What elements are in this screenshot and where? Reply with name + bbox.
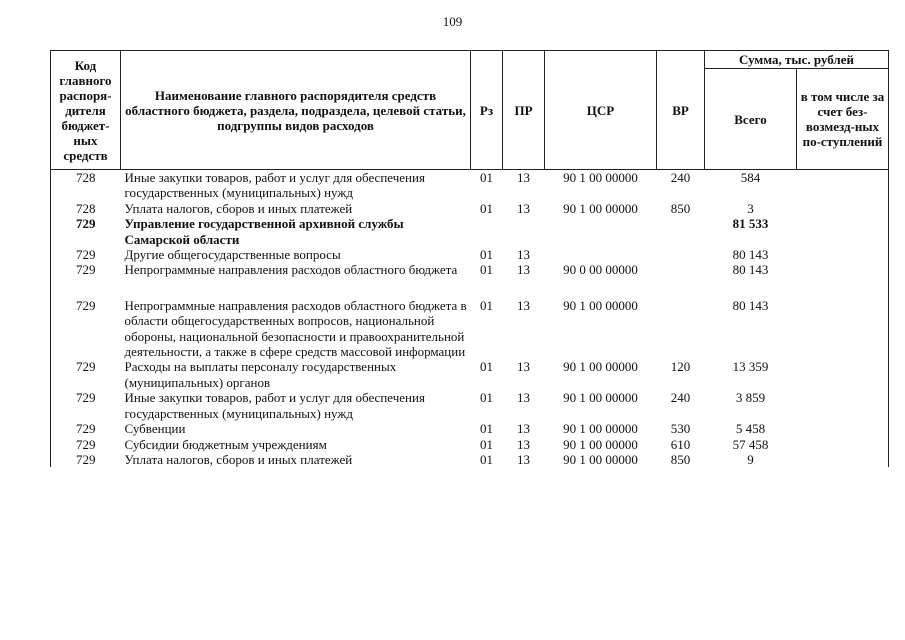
cell-rz: 01: [480, 200, 493, 216]
cell-gratuitous: [797, 452, 889, 467]
budget-table: [50, 50, 889, 467]
cell-rz: 01: [480, 247, 493, 263]
cell-name: Другие общегосударственные вопросы: [124, 247, 341, 263]
cell-pr: 13: [517, 200, 530, 216]
cell-vr: [657, 216, 705, 247]
cell-total: 584: [740, 170, 761, 185]
cell-name: Субсидии бюджетным учреждениям: [124, 436, 327, 452]
cell-name: Управление государственной архивной службы Самарской области: [124, 216, 404, 247]
header-vr: ВР: [657, 51, 705, 170]
cell-csr: 90 1 00 00000: [563, 297, 638, 313]
page-number: 109: [442, 14, 463, 29]
cell-gratuitous: [797, 247, 889, 262]
cell-gratuitous: [797, 278, 889, 360]
cell-pr: 13: [517, 359, 530, 375]
cell-code: 729: [51, 421, 121, 436]
cell-csr: 90 1 00 00000: [563, 451, 638, 467]
table-row: [51, 216, 889, 247]
table-row: [51, 421, 889, 436]
cell-gratuitous: [797, 437, 889, 452]
header-total: Всего: [705, 69, 797, 170]
cell-rz: 01: [480, 170, 493, 185]
cell-pr: 13: [517, 390, 530, 406]
cell-rz: [471, 216, 503, 247]
cell-gratuitous: [797, 359, 889, 390]
cell-total: 3 859: [735, 390, 766, 406]
cell-rz: 01: [480, 390, 493, 406]
cell-rz: 01: [480, 297, 493, 313]
cell-pr: 13: [517, 247, 530, 263]
cell-pr: [503, 216, 545, 247]
cell-pr: 13: [517, 170, 530, 185]
cell-pr: 13: [517, 262, 530, 278]
cell-csr: 90 1 00 00000: [563, 359, 638, 375]
cell-gratuitous: [797, 421, 889, 436]
cell-total: 57 458: [732, 436, 769, 452]
header-pr: ПР: [503, 51, 545, 170]
cell-code: 729: [51, 390, 121, 421]
cell-code: 729: [51, 359, 121, 390]
cell-vr: 610: [670, 436, 691, 452]
cell-csr: [545, 216, 657, 247]
cell-code: 729: [51, 452, 121, 467]
cell-name: Субвенции: [124, 421, 186, 437]
header-code: Код главного распоря-дителя бюджет-ных средств: [51, 51, 121, 170]
cell-total: 80 143: [732, 247, 769, 263]
table-row: [51, 452, 889, 467]
header-gratuitous: в том числе за счет без-возмезд-ных по-ступлений: [797, 69, 889, 170]
cell-vr: 530: [670, 421, 691, 437]
cell-total: 3: [747, 200, 754, 216]
header-rz: Рз: [471, 51, 503, 170]
cell-total: 81 533: [732, 216, 769, 232]
table-row: [51, 437, 889, 452]
cell-code: 728: [51, 201, 121, 216]
cell-name: Расходы на выплаты персоналу государственных (муниципальных) органов: [124, 359, 397, 390]
cell-rz: 01: [480, 436, 493, 452]
cell-gratuitous: [797, 262, 889, 277]
cell-code: 729: [51, 247, 121, 262]
cell-code: 729: [51, 262, 121, 277]
header-csr: ЦСР: [545, 51, 657, 170]
cell-gratuitous: [797, 170, 889, 201]
cell-pr: 13: [517, 421, 530, 437]
cell-name: Уплата налогов, сборов и иных платежей: [124, 200, 353, 216]
cell-code: 729: [51, 437, 121, 452]
cell-name: Иные закупки товаров, работ и услуг для обеспечения государственных (муниципальных) нужд: [124, 390, 425, 421]
cell-total: 13 359: [732, 359, 769, 375]
cell-name: Непрограммные направления расходов областного бюджета: [124, 262, 458, 278]
table-row: [51, 201, 889, 216]
table-header: [51, 51, 889, 170]
cell-pr: 13: [517, 451, 530, 467]
cell-vr: 120: [670, 359, 691, 375]
cell-code: 729: [51, 278, 121, 360]
cell-code: 729: [51, 216, 121, 247]
cell-csr: 90 1 00 00000: [563, 390, 638, 406]
cell-vr: 850: [670, 451, 691, 467]
cell-total: 5 458: [735, 421, 766, 437]
cell-vr: 240: [670, 170, 691, 185]
cell-vr: 240: [670, 390, 691, 406]
cell-name: Уплата налогов, сборов и иных платежей: [124, 451, 353, 467]
cell-name: Непрограммные направления расходов областного бюджета в области общегосударственных вопросов, национальной обороны, национальной безопасности и правоохранительной деятельности, а также в сфере средств массовой информации: [124, 297, 467, 360]
header-name: Наименование главного распорядителя средств областного бюджета, раздела, подраздела, целевой статьи, подгруппы видов расходов: [121, 51, 471, 170]
table-row: [51, 262, 889, 277]
table-body: [51, 170, 889, 468]
cell-vr: [657, 247, 705, 262]
cell-vr: [657, 262, 705, 277]
cell-pr: 13: [517, 297, 530, 313]
table-row: [51, 247, 889, 262]
table-row: [51, 170, 889, 201]
cell-pr: 13: [517, 436, 530, 452]
cell-rz: 01: [480, 359, 493, 375]
cell-vr: 850: [670, 200, 691, 216]
table-row: [51, 390, 889, 421]
cell-name: Иные закупки товаров, работ и услуг для обеспечения государственных (муниципальных) нужд: [124, 170, 425, 201]
cell-gratuitous: [797, 216, 889, 247]
cell-csr: 90 1 00 00000: [563, 170, 638, 185]
cell-csr: [545, 247, 657, 262]
cell-total: 80 143: [732, 262, 769, 278]
table-row: [51, 278, 889, 360]
table-row: [51, 359, 889, 390]
cell-code: 728: [51, 170, 121, 201]
cell-csr: 90 1 00 00000: [563, 200, 638, 216]
cell-csr: 90 1 00 00000: [563, 421, 638, 437]
cell-rz: 01: [480, 451, 493, 467]
cell-vr: [657, 278, 705, 360]
cell-rz: 01: [480, 262, 493, 278]
cell-rz: 01: [480, 421, 493, 437]
cell-csr: 90 0 00 00000: [563, 262, 638, 278]
cell-csr: 90 1 00 00000: [563, 436, 638, 452]
cell-total: 9: [747, 451, 754, 467]
cell-gratuitous: [797, 390, 889, 421]
header-sum: Сумма, тыс. рублей: [705, 51, 889, 69]
cell-gratuitous: [797, 201, 889, 216]
cell-total: 80 143: [732, 297, 769, 313]
